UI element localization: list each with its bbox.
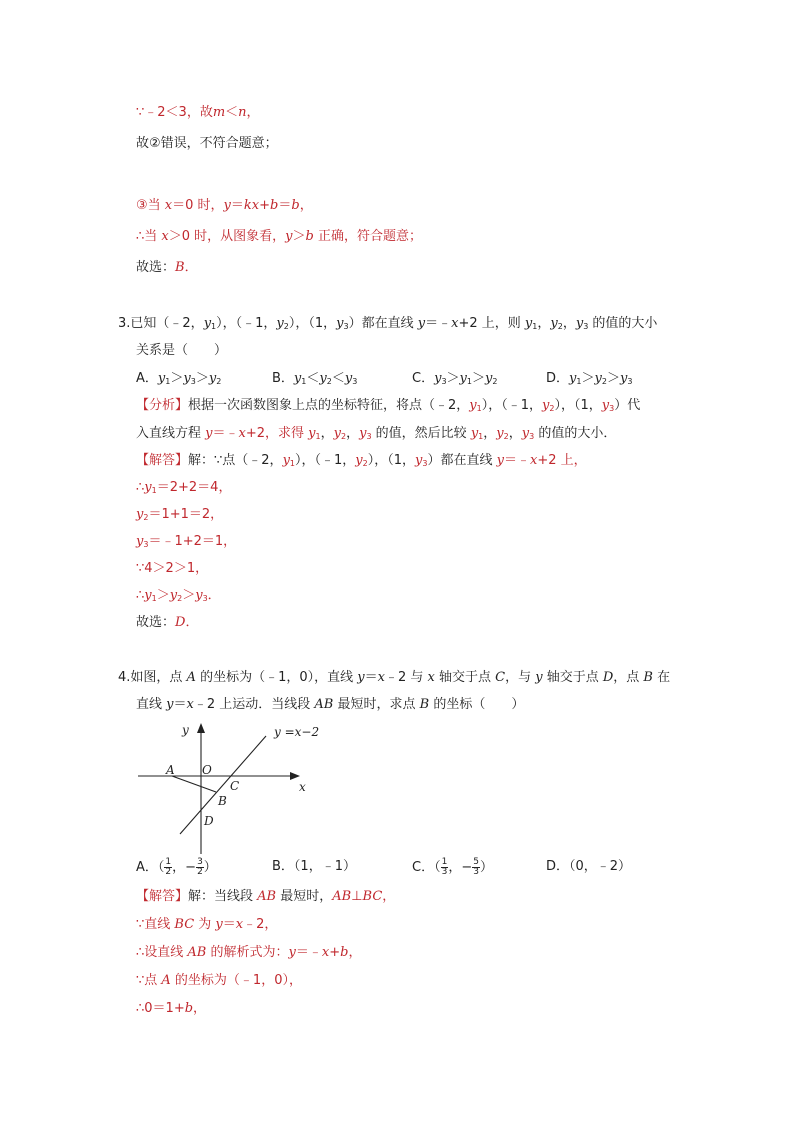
var: y	[594, 371, 602, 386]
sub: 1	[165, 377, 171, 386]
var: y	[169, 588, 178, 603]
text: ＞	[170, 371, 184, 386]
solution-tag: 【解答】	[136, 889, 189, 904]
text: ＜	[306, 371, 320, 386]
q3-analysis-line2	[136, 425, 616, 443]
var: AB	[314, 697, 334, 712]
text: 3.已知（﹣2，	[118, 316, 204, 331]
y-axis-arrow	[197, 723, 205, 733]
text: ，	[193, 1001, 207, 1016]
var: y	[223, 198, 231, 213]
text: 的值的大小	[588, 316, 658, 331]
answer: D	[175, 615, 186, 630]
answer: B	[175, 260, 185, 275]
text: ，	[508, 426, 522, 441]
var: y	[359, 426, 367, 441]
q3-solution-line7	[136, 614, 198, 632]
var: y	[293, 371, 302, 386]
sub: 2	[549, 404, 555, 413]
text: +2 上，	[537, 453, 587, 468]
q3-solution-line1	[136, 452, 587, 470]
sub: 1	[576, 377, 582, 386]
x-label: x	[299, 780, 306, 794]
sub: 1	[466, 377, 472, 386]
var: y	[282, 453, 290, 468]
text: ＞	[156, 588, 170, 603]
text: 根据一次函数图象上点的坐标特征，将点（﹣2，	[188, 398, 470, 413]
var: y	[357, 670, 365, 685]
q4-solution-line3	[136, 944, 361, 962]
point-a-label: A	[166, 763, 175, 777]
var: y	[485, 371, 493, 386]
sub: 2	[216, 377, 222, 386]
denominator: 2	[197, 867, 203, 877]
var: y	[285, 229, 293, 244]
q4-solution-line1	[136, 888, 395, 906]
q4-stem-line1	[118, 669, 670, 687]
denominator: 3	[473, 867, 479, 877]
var: y	[355, 453, 363, 468]
text: ∴当	[136, 229, 162, 244]
sub: 3	[366, 432, 372, 441]
text: ＝	[230, 198, 244, 213]
sub: 2	[503, 432, 509, 441]
s1-line4	[136, 228, 422, 246]
text: 正确，符合题意；	[313, 229, 422, 244]
text: ＜	[331, 371, 345, 386]
point-b-label: B	[218, 794, 227, 808]
q3-solution-line4	[136, 533, 236, 551]
q4-stem-line2	[136, 696, 524, 714]
var: y	[521, 426, 530, 441]
text: ，	[562, 316, 576, 331]
text: ＞	[195, 371, 209, 386]
text: +2，求得	[245, 426, 309, 441]
sub: 2	[326, 377, 332, 386]
var: y	[319, 371, 327, 386]
var: y	[183, 371, 191, 386]
option-label: D．	[546, 859, 570, 874]
line-label: y =x−2	[274, 725, 320, 739]
text: ＝﹣1+2＝1，	[148, 534, 237, 549]
var: BC	[174, 917, 195, 932]
text: ），（﹣1，	[481, 398, 543, 413]
var: x	[186, 697, 194, 712]
text: +	[259, 198, 271, 213]
sub: 3	[529, 432, 535, 441]
q4-option-a	[136, 858, 217, 877]
s1-line3	[136, 197, 313, 215]
var: y	[550, 316, 558, 331]
var: b	[291, 198, 300, 213]
text: ＝﹣	[295, 945, 322, 960]
var: B	[643, 670, 653, 685]
text: （	[434, 860, 441, 875]
var: y	[601, 398, 610, 413]
sub: 2	[557, 322, 563, 331]
var: A	[161, 973, 171, 988]
text: ∴	[136, 588, 145, 603]
text: ．	[207, 588, 221, 603]
text: ，	[382, 889, 396, 904]
var: y	[434, 371, 442, 386]
q3-option-c	[412, 370, 497, 388]
text: ），（﹣1，	[295, 453, 356, 468]
q3-stem-line2: 关系是（ ）	[136, 343, 228, 358]
q3-solution-line3	[136, 506, 223, 524]
var: AB	[257, 889, 277, 904]
text: （	[157, 860, 165, 875]
q4-option-c	[412, 858, 493, 877]
text: ，与	[505, 670, 536, 685]
sub: 3	[352, 377, 358, 386]
var: y	[205, 426, 213, 441]
sub: 1	[151, 486, 157, 495]
text: ＜	[225, 105, 239, 120]
text: ，	[320, 426, 334, 441]
point-c-label: C	[230, 779, 240, 793]
text: ），（﹣1，	[216, 316, 277, 331]
sub: 3	[609, 404, 615, 413]
text: （0，﹣2）	[569, 859, 632, 874]
var: x	[164, 198, 173, 213]
var: y	[288, 945, 296, 960]
q3-option-b	[272, 370, 357, 388]
denominator: 2	[165, 867, 172, 877]
text: 解：当线段	[188, 889, 258, 904]
text: ∵直线	[136, 917, 175, 932]
text: 的值，然后比较	[371, 426, 471, 441]
q3-solution-line5: ∵4＞2＞1，	[136, 561, 209, 576]
var: y	[459, 371, 467, 386]
var: y	[417, 316, 426, 331]
var: x	[161, 229, 169, 244]
text: ＞	[182, 588, 196, 603]
fraction	[472, 858, 480, 877]
text: ）代	[614, 398, 641, 413]
line-bc	[180, 736, 266, 834]
text: ，	[346, 426, 360, 441]
sub: 3	[441, 377, 447, 386]
q4-solution-line4	[136, 972, 302, 990]
sub: 3	[583, 322, 589, 331]
option-label: C．	[412, 371, 435, 386]
sub: 1	[301, 377, 307, 386]
text: 的解析式为：	[206, 945, 289, 960]
text: ∵点	[136, 973, 162, 988]
text: ∵﹣2＜3，故	[136, 105, 213, 120]
var: y	[208, 371, 217, 386]
var: y	[575, 316, 584, 331]
text: ，	[537, 316, 551, 331]
s1-line2: 故②错误，不符合题意；	[136, 136, 278, 151]
var: x	[427, 670, 435, 685]
text: ），（1，	[554, 398, 602, 413]
var: x	[235, 917, 244, 932]
var: y	[336, 316, 344, 331]
q3-option-d	[546, 370, 632, 388]
var: BC	[362, 889, 383, 904]
text: ＞0 时，从图象看，	[168, 229, 286, 244]
fraction	[164, 858, 172, 877]
var: kx	[243, 198, 260, 213]
text: ＝﹣	[425, 316, 452, 331]
var: y	[144, 480, 152, 495]
var: y	[569, 371, 577, 386]
text: 最短时，求点	[333, 697, 420, 712]
origin-label: O	[202, 763, 212, 777]
option-label: C．	[412, 860, 435, 875]
var: y	[157, 371, 166, 386]
sub: 3	[202, 594, 208, 603]
numerator: 3	[197, 857, 203, 867]
text: ＝0 时，	[172, 198, 224, 213]
text: ⊥	[351, 889, 363, 904]
sub: 3	[143, 540, 149, 549]
sub: 2	[492, 377, 498, 386]
text: ③当	[136, 198, 165, 213]
text: 的坐标（ ）	[429, 697, 525, 712]
sub: 2	[283, 322, 289, 331]
var: y	[276, 316, 284, 331]
var: y	[496, 426, 504, 441]
var: y	[496, 453, 504, 468]
text: 解：∵点（﹣2，	[188, 453, 283, 468]
var: y	[344, 371, 353, 386]
point-d-label: D	[204, 814, 214, 828]
sub: 1	[289, 459, 296, 468]
option-label: D．	[546, 371, 570, 386]
var: b	[270, 198, 279, 213]
text: ＞	[446, 371, 460, 386]
option-label: A．	[136, 860, 158, 875]
text: ）	[479, 860, 493, 875]
text: 故选：	[136, 260, 176, 275]
text: ﹣2 上运动．当线段	[193, 697, 315, 712]
text: ＝2+2＝4，	[156, 480, 232, 495]
q3-solution-line6	[136, 587, 221, 605]
var: y	[308, 426, 316, 441]
text: ＞	[472, 371, 486, 386]
text: ﹣2，	[243, 917, 278, 932]
y-label: y	[182, 723, 189, 737]
text: ，	[246, 105, 260, 120]
sub: 3	[627, 377, 633, 386]
text: ＝﹣	[503, 453, 530, 468]
text: 轴交于点	[434, 670, 496, 685]
coordinate-graph	[134, 718, 324, 858]
text: 最短时，	[276, 889, 333, 904]
text: 直线	[136, 697, 167, 712]
text: 4.如图，点	[118, 670, 187, 685]
var: y	[470, 426, 479, 441]
var: y	[524, 316, 533, 331]
text: ，−	[172, 860, 197, 875]
text: 的坐标为（﹣1，0），直线	[195, 670, 358, 685]
text: ＞	[606, 371, 620, 386]
var: y	[136, 507, 144, 522]
text: ，	[483, 426, 497, 441]
q3-solution-line2	[136, 479, 231, 497]
var: C	[495, 670, 506, 685]
text: ＝	[173, 697, 187, 712]
solution-tag: 【解答】	[136, 453, 189, 468]
text: ，	[348, 945, 362, 960]
option-label: A．	[136, 371, 158, 386]
s1-line1	[136, 104, 260, 122]
var: B	[419, 697, 430, 712]
var: b	[184, 1001, 194, 1016]
option-label: B．	[272, 859, 294, 874]
sub: 1	[478, 432, 484, 441]
numerator: 1	[441, 857, 448, 867]
sub: 1	[151, 594, 157, 603]
text: ，−	[448, 860, 473, 875]
var: b	[305, 229, 314, 244]
sub: 2	[177, 594, 183, 603]
var: x	[377, 670, 385, 685]
text: ∴设直线	[136, 945, 188, 960]
text: 为	[194, 917, 216, 932]
text: ＝1+1＝2，	[148, 507, 224, 522]
text: ）	[203, 860, 217, 875]
text: 的值的大小．	[534, 426, 617, 441]
sub: 1	[476, 404, 482, 413]
text: ＝	[364, 670, 378, 685]
var: x	[238, 426, 246, 441]
var: y	[195, 588, 203, 603]
text: ）都在直线	[348, 316, 418, 331]
s1-line5	[136, 259, 198, 277]
var: y	[469, 398, 477, 413]
var: m	[212, 105, 226, 120]
q4-solution-line5	[136, 1000, 206, 1018]
var: x	[321, 945, 330, 960]
var: y	[542, 398, 550, 413]
var: D	[602, 670, 614, 685]
text: +	[329, 945, 341, 960]
var: y	[144, 588, 152, 603]
q3-stem-line1	[118, 315, 657, 333]
sub: 2	[601, 377, 607, 386]
q4-option-b	[272, 858, 356, 876]
sub: 2	[143, 513, 149, 522]
segment-ab	[172, 776, 216, 792]
numerator: 5	[473, 857, 479, 867]
var: y	[136, 534, 144, 549]
var: AB	[187, 945, 207, 960]
q3-analysis-line1	[136, 397, 640, 415]
analysis-tag: 【分析】	[136, 398, 189, 413]
var: x	[530, 453, 538, 468]
sub: 3	[422, 459, 428, 468]
var: y	[619, 371, 628, 386]
var: A	[186, 670, 196, 685]
text: ）都在直线	[427, 453, 497, 468]
q3-option-a	[136, 370, 221, 388]
numerator: 1	[165, 857, 172, 867]
text: ＝﹣	[212, 426, 239, 441]
sub: 1	[211, 322, 217, 331]
text: （1，﹣1）	[293, 859, 356, 874]
text: ），（1，	[367, 453, 416, 468]
var: x	[451, 316, 459, 331]
q4-option-d	[546, 858, 631, 876]
sub: 1	[532, 322, 538, 331]
var: AB	[332, 889, 352, 904]
sub: 2	[362, 459, 368, 468]
text: ﹣2 与	[384, 670, 428, 685]
text: +2 上，则	[458, 316, 525, 331]
text: ∴	[136, 480, 145, 495]
sub: 3	[343, 322, 349, 331]
q4-solution-line2	[136, 916, 277, 934]
text: ．	[185, 615, 199, 630]
sub: 1	[315, 432, 321, 441]
denominator: 3	[441, 867, 448, 877]
option-label: B．	[272, 371, 294, 386]
text: 在	[652, 670, 671, 685]
sub: 3	[190, 377, 196, 386]
var: y	[535, 670, 543, 685]
text: 轴交于点	[542, 670, 603, 685]
var: y	[333, 426, 341, 441]
sub: 2	[340, 432, 347, 441]
var: y	[215, 917, 223, 932]
text: 故选：	[136, 615, 176, 630]
text: ，点	[613, 670, 644, 685]
var: y	[415, 453, 423, 468]
var: b	[340, 945, 349, 960]
text: ＝	[278, 198, 292, 213]
text: ，	[299, 198, 313, 213]
text: ．	[184, 260, 198, 275]
var: y	[203, 316, 212, 331]
var: n	[238, 105, 247, 120]
text: 的坐标为（﹣1，0），	[170, 973, 302, 988]
fraction	[196, 858, 204, 877]
text: 入直线方程	[136, 426, 206, 441]
text: ＞	[292, 229, 306, 244]
text: ），（1，	[288, 316, 337, 331]
text: ＝	[222, 917, 236, 932]
var: y	[166, 697, 174, 712]
text: ∴0＝1+	[136, 1001, 185, 1016]
x-axis-arrow	[290, 772, 300, 780]
text: ＞	[581, 371, 595, 386]
